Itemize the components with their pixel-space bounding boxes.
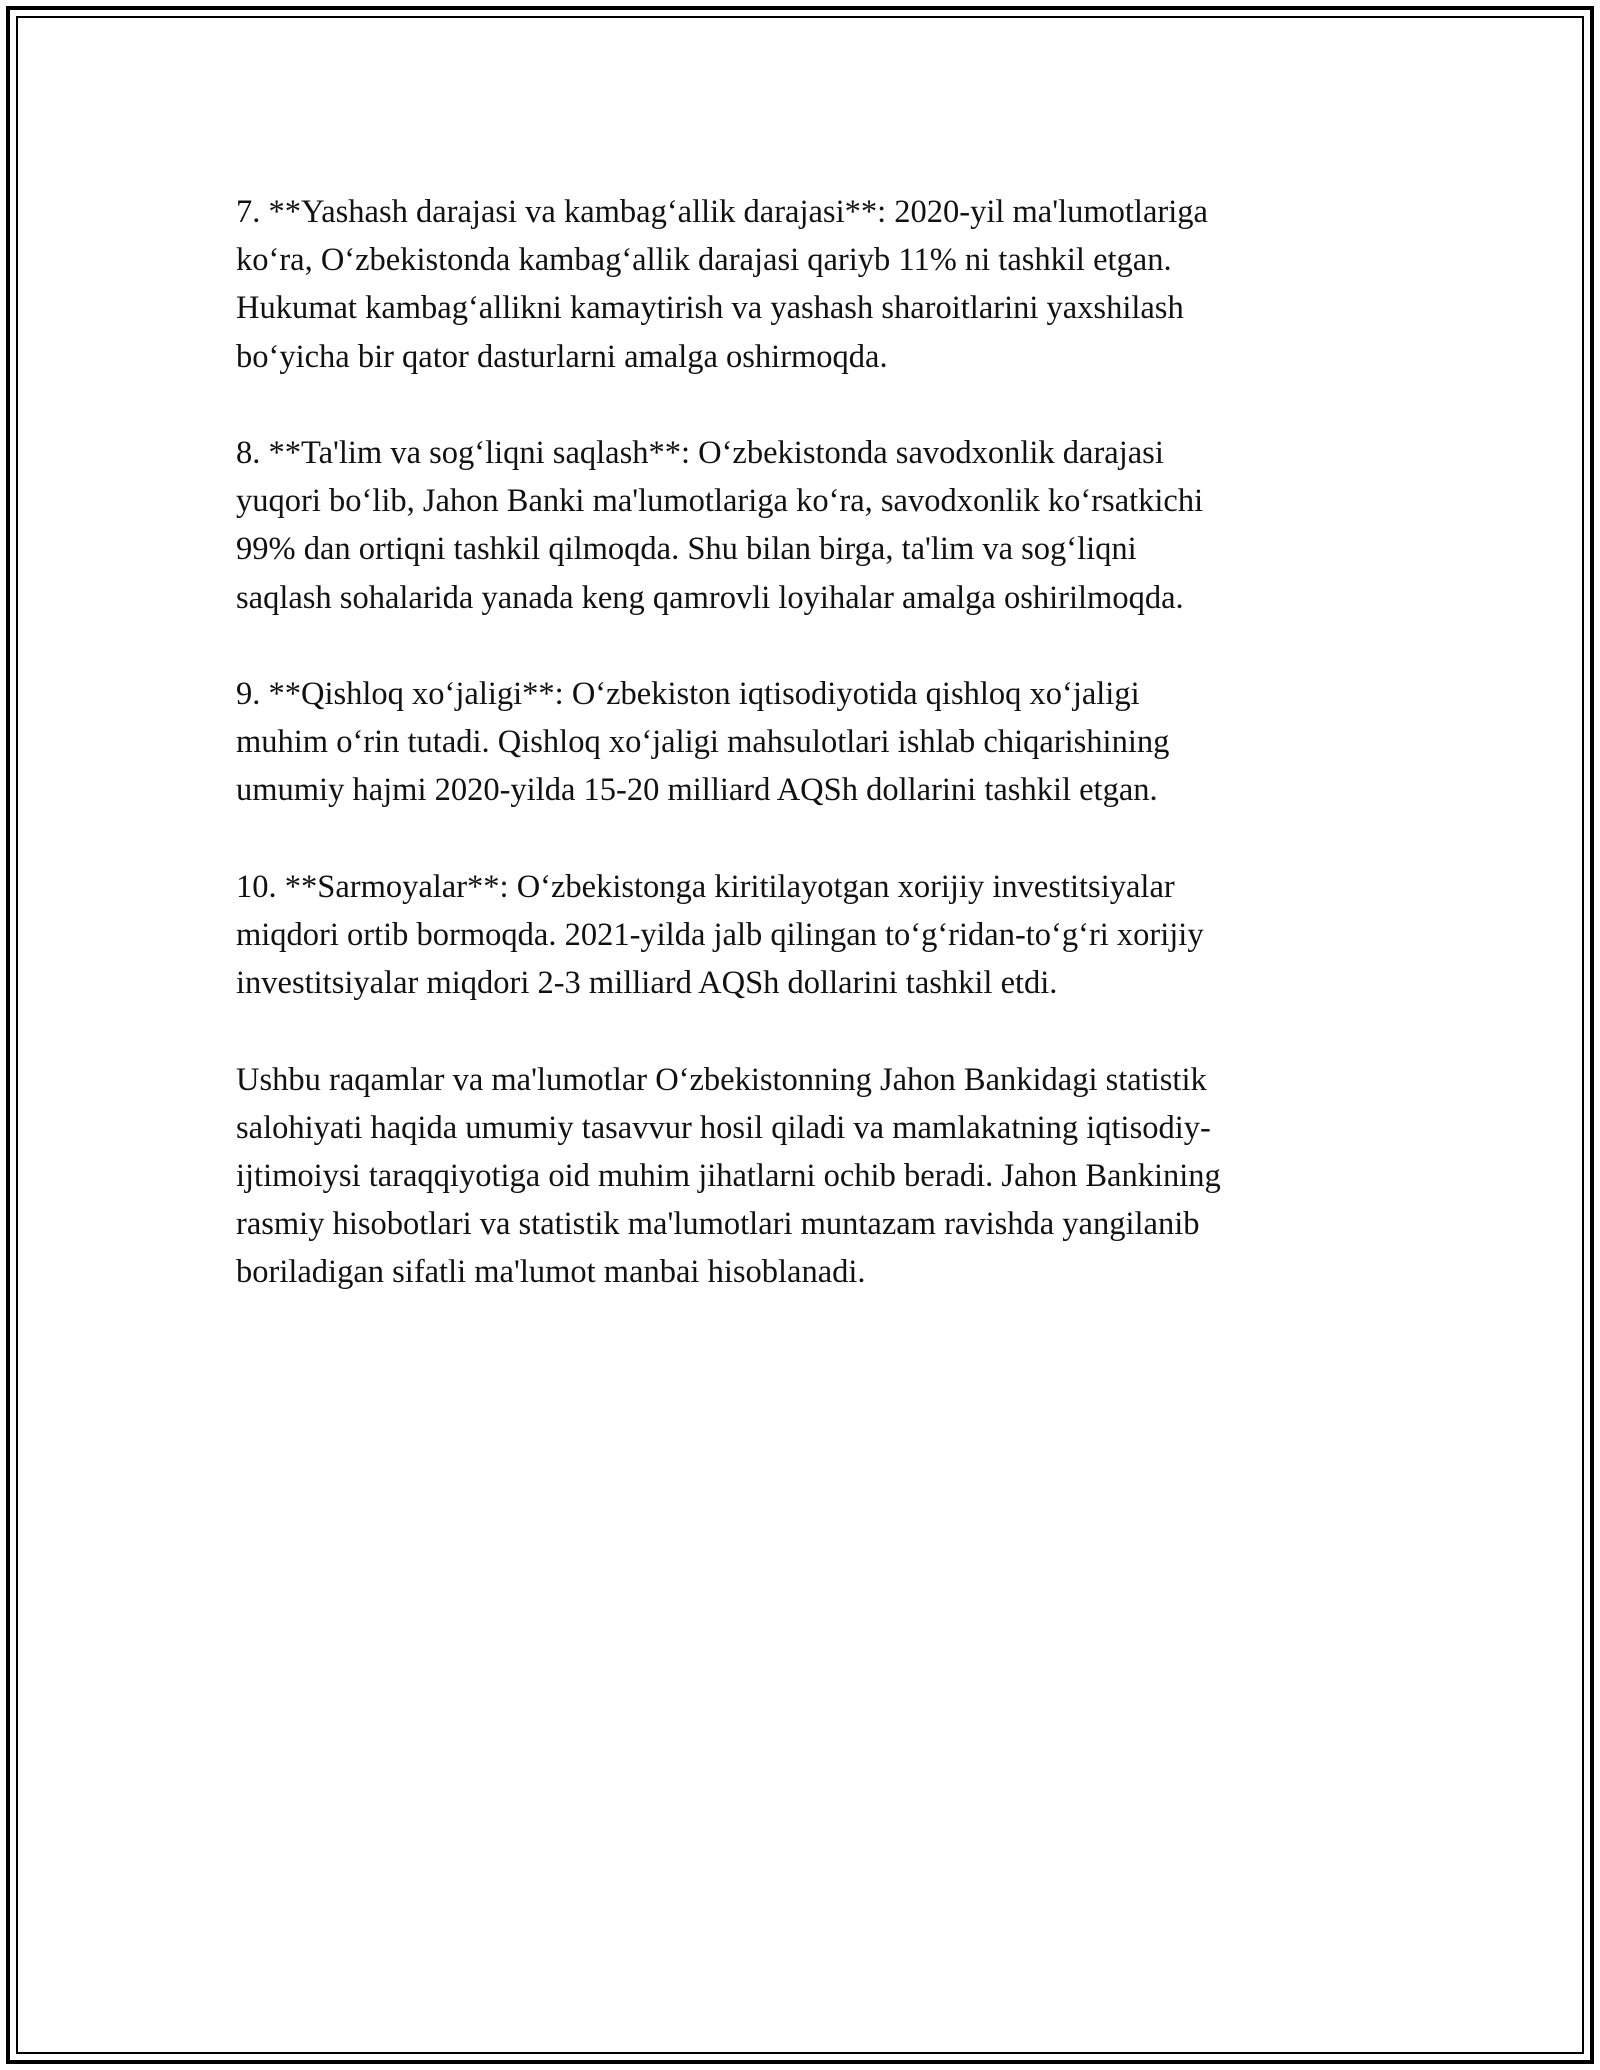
paragraph-investments: 10. **Sarmoyalar**: O‘zbekistonga kiritilayotgan xorijiy investitsiyalar miqdori ortib bormoqda. 2021-yilda jalb qilingan to‘g‘ridan-to‘g‘ri xorijiy investitsiyalar miqdori 2-3 milliard AQSh dollarini tashkil etdi. (236, 868, 1204, 1002)
paragraph-agriculture: 9. **Qishloq xo‘jaligi**: O‘zbekiston iqtisodiyotida qishloq xo‘jaligi muhim o‘rin tutadi. Qishloq xo‘jaligi mahsulotlari ishlab chiqarishining umumiy hajmi 2020-yilda 15-20 milliard AQSh dollarini tashkil etgan. (236, 676, 1170, 809)
document-body (236, 188, 1364, 1345)
paragraph-living-standard: 7. **Yashash darajasi va kambag‘allik darajasi**: 2020-yil ma'lumotlariga ko‘ra, O‘zbekistonda kambag‘allik darajasi qariyb 11% ni tashkil etgan. Hukumat kambag‘allikni kamaytirish va yashash sharoitlarini yaxshilash bo‘yicha bir qator dasturlarni amalga oshirmoqda. (236, 194, 1208, 375)
paragraph-conclusion: Ushbu raqamlar va ma'lumotlar O‘zbekistonning Jahon Bankidagi statistik salohiyati haqida umumiy tasavvur hosil qiladi va mamlakatning iqtisodiy- ijtimoiysi taraqqiyotiga oid muhim jihatlarni ochib beradi. Jahon Bankining rasmiy hisobotlari va statistik ma'lumotlari muntazam ravishda yangilanib boriladigan sifatli ma'lumot manbai hisoblanadi. (236, 1061, 1221, 1291)
paragraph-education-health: 8. **Ta'lim va sog‘liqni saqlash**: O‘zbekistonda savodxonlik darajasi yuqori bo‘lib, Jahon Banki ma'lumotlariga ko‘ra, savodxonlik ko‘rsatkichi 99% dan ortiqni tashkil qilmoqda. Shu bilan birga, ta'lim va sog‘liqni saqlash sohalarida yanada keng qamrovli loyihalar amalga oshirilmoqda. (236, 435, 1204, 616)
